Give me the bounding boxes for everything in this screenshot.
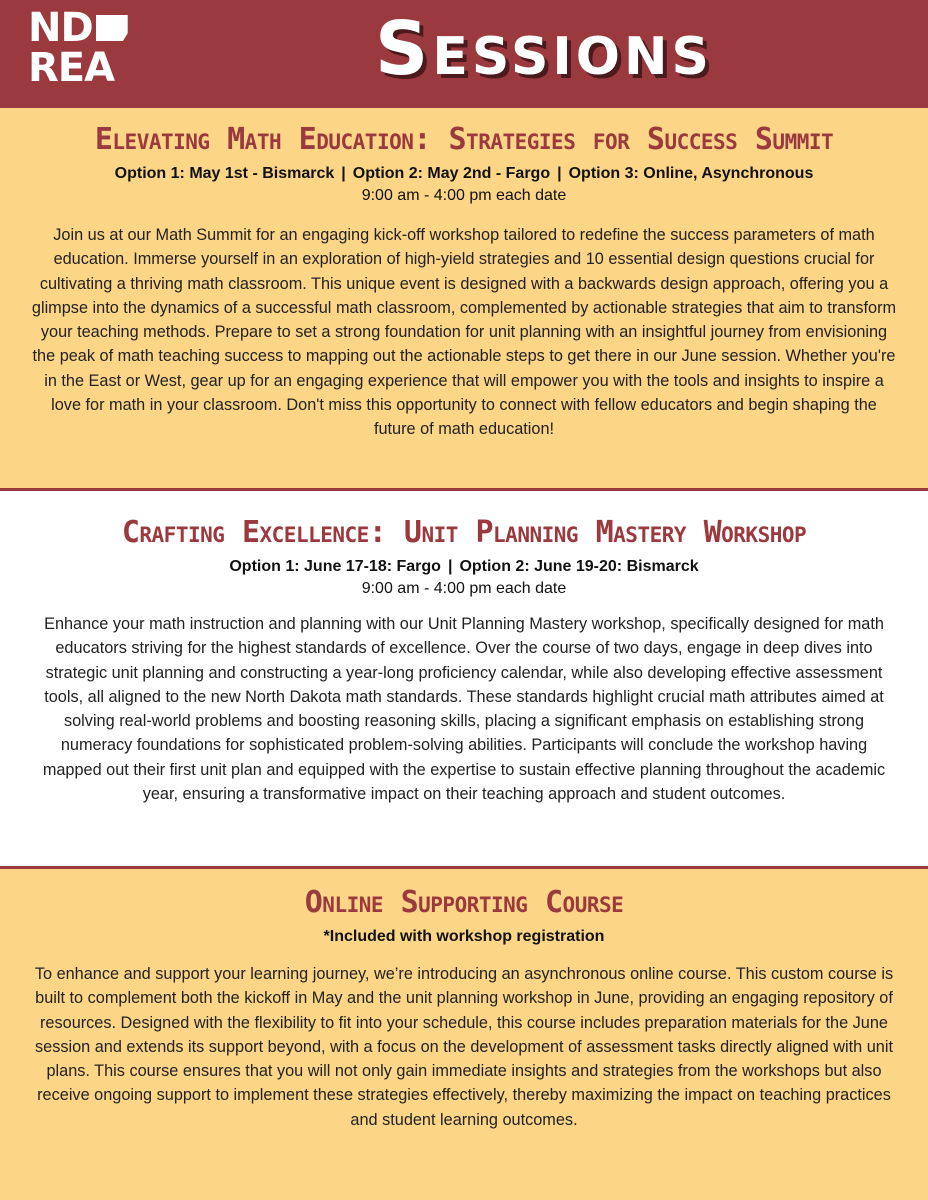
section-body: To enhance and support your learning journey, we’re introducing an asynchronous online course. This custom course is built to complement both the kickoff in May and the unit planning workshop in June, providing an engaging repository of resources. Designed with the flexibility to fit into your schedule, this course includes preparation materials for the June session and extends its support beyond, with a focus on the development of assessment tasks directly aligned with unit plans. This course ensures that you will not only gain immediate insights and strategies from the workshops but also receive ongoing support to implement these strategies effectively, thereby maximizing the impact on teaching practices and student learning outcomes. (34, 965, 894, 1129)
session-options: Option 1: May 1st - Bismarck | Option 2: May 2nd - Fargo | Option 3: Online, Asynchronous (114, 165, 814, 182)
section-online-course (0, 869, 928, 1200)
ndrea-logo (28, 5, 138, 98)
logo-text-rea: REA (28, 45, 115, 91)
session-options: Option 1: June 17-18: Fargo | Option 2: June 19-20: Bismarck (229, 558, 699, 575)
section-math-summit (0, 108, 928, 488)
option-2: Option 2: May 2nd - Fargo (352, 165, 551, 182)
option-1: Option 1: May 1st - Bismarck (114, 165, 335, 182)
section-title: Crafting Excellence: Unit Planning Mastery Workshop (121, 515, 807, 550)
section-unit-planning-workshop (0, 491, 928, 866)
registration-note: *Included with workshop registration (323, 928, 605, 945)
option-3: Option 3: Online, Asynchronous (568, 165, 814, 182)
header-banner (0, 0, 928, 108)
north-dakota-map-icon (96, 15, 128, 41)
section-body: Enhance your math instruction and planning with our Unit Planning Mastery workshop, specifically designed for math educators striving for the highest standards of excellence. Over the course of two days, engage in deep dives into strategic unit planning and constructing a year-long proficiency calendar, while also developing effective assessment tools, all aligned to the new North Dakota math standards. These standards highlight crucial math attributes aimed at solving real-world problems and boosting reasoning skills, placing a significant emphasis on establishing strong numeracy foundations for sophisticated problem-solving abilities. Participants will conclude the workshop having mapped out their first unit plan and equipped with the expertise to sustain effective planning throughout the academic year, ensuring a transformative impact on their teaching approach and student outcomes. (42, 615, 886, 804)
logo-text-nd: ND (28, 5, 93, 51)
option-1: Option 1: June 17-18: Fargo (229, 558, 441, 575)
section-title: Elevating Math Education: Strategies for Success Summit (94, 122, 834, 157)
option-2: Option 2: June 19-20: Bismarck (459, 558, 699, 575)
session-time: 9:00 am - 4:00 pm each date (361, 187, 567, 204)
section-title: Online Supporting Course (304, 885, 624, 920)
page-title: Sessions (375, 6, 713, 92)
section-body: Join us at our Math Summit for an engaging kick-off workshop tailored to redefine the success parameters of math education. Immerse yourself in an exploration of high-yield strategies and 10 essential design questions crucial for cultivating a thriving math classroom. This unique event is designed with a backwards design approach, offering you a glimpse into the dynamics of a successful math classroom, complemented by actionable strategies that aim to transform your teaching methods. Prepare to set a strong foundation for unit planning with an insightful journey from envisioning the peak of math teaching success to mapping out the actionable steps to get there in our June session. Whether you're in the East or West, gear up for an engaging experience that will empower you with the tools and insights to inspire a love for math in your classroom. Don't miss this opportunity to connect with fellow educators and begin shaping the future of math education! (31, 226, 897, 439)
session-time: 9:00 am - 4:00 pm each date (361, 580, 567, 597)
